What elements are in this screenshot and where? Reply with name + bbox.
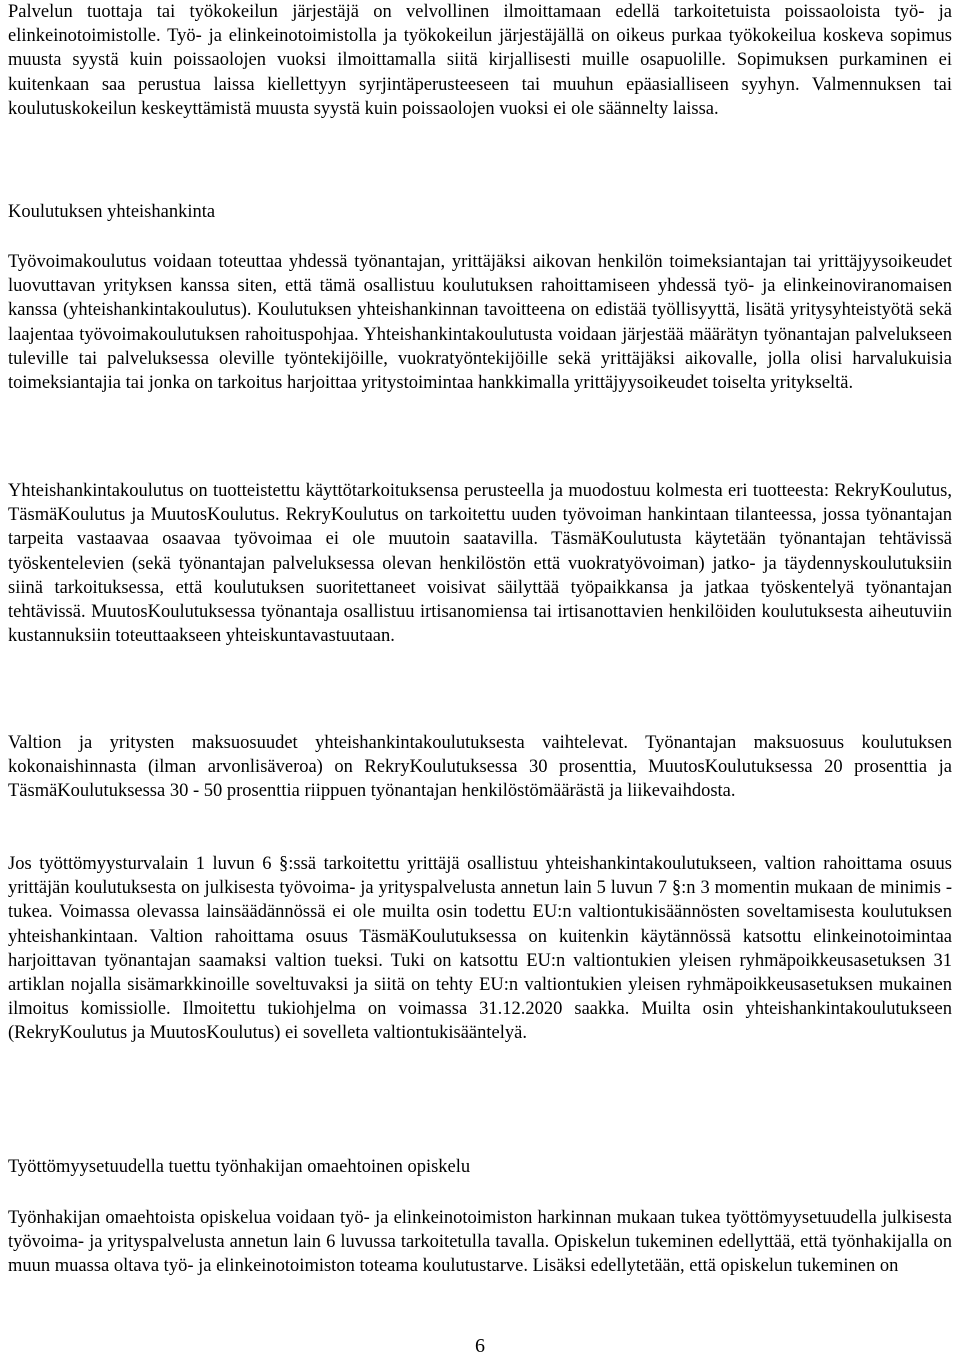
paragraph-omaehtoinen: Työnhakijan omaehtoista opiskelua voidaan työ- ja elinkeinotoimiston harkinnan mukaan tukea työttömyysetuudella julkisesta työvoima- ja yrityspalvelusta annetun lain 6 luvussa tarkoitetulla tavalla. Opiskelun tukeminen edellyttää, että työnhakijalla on muun muassa oltava työ- ja elinkeinotoimiston toteama koulutustarve. Lisäksi edellytetään, että opiskelun tukeminen on — [8, 1208, 952, 1277]
section-heading-omaehtoinen: Työttömyysetuudella tuettu työnhakijan omaehtoinen opiskelu — [8, 1157, 471, 1177]
paragraph-intro: Palvelun tuottaja tai työkokeilun järjestäjä on velvollinen ilmoittamaan edellä tarkoitetuista poissaoloista työ- ja elinkeinotoimistolle. Työ- ja elinkeinotoimistolla ja työkokeilun järjestäjällä on oikeus purkaa työkokeilua koskeva sopimus muusta syystä kuin poissaolojen vuoksi ilmoittamalla siitä kirjallisesti muille osapuolille. Sopimuksen purkaminen ei kuitenkaan saa perustua laissa kiellettyyn syrjintäperusteeseen tai muuhun epäasialliseen syyhyn. Valmennuksen tai koulutuskokeilun keskeyttämistä muusta syystä kuin poissaolojen vuoksi ei ole säännelty laissa. — [8, 2, 952, 119]
page-number: 6 — [475, 1335, 485, 1357]
paragraph-yrittaja: Jos työttömyysturvalain 1 luvun 6 §:ssä tarkoitettu yrittäjä osallistuu yhteishankintakoulutukseen, valtion rahoittama osuus yrittäjän koulutuksesta on julkisesta työvoima- ja yrityspalvelusta annetun lain 5 luvun 7 §:n 3 momentin mukaan de minimis -tukea. Voimassa olevassa lainsäädännössä ei ole muilta osin todettu EU:n valtiontukisäännösten soveltamisesta koulutuksen yhteishankintaan. Valtion rahoittama osuus TäsmäKoulutuksessa on kuitenkin käytännössä katsottu elinkeinotoimintaa harjoittavan työnantajan saamaksi valtion tueksi. Tuki on katsottu EU:n valtiontukien yleisen ryhmäpoikkeusasetuksen 31 artiklan nojalla sisämarkkinoille soveltuvaksi ja siitä on tehty EU:n valtiontukien yleisen ryhmäpoikkeusasetuksen mukainen ilmoitus komissiolle. Ilmoitettu tukiohjelma on voimassa 31.12.2020 saakka. Muilta osin yhteishankintakoulutukseen (RekryKoulutus ja MuutosKoulutus) ei sovelleta valtiontukisääntelyä. — [8, 854, 952, 1044]
paragraph-maksuosuudet: Valtion ja yritysten maksuosuudet yhteishankintakoulutuksesta vaihtelevat. Työnantajan maksuosuus koulutuksen kokonaishinnasta (ilman arvonlisäveroa) on RekryKoulutuksessa 30 prosenttia, MuutosKoulutuksessa 20 prosenttia ja TäsmäKoulutuksessa 30 - 50 prosenttia riippuen työnantajan henkilöstömäärästä ja liikevaihdosta. — [8, 733, 952, 802]
paragraph-yhteishankinta-1: Työvoimakoulutus voidaan toteuttaa yhdessä työnantajan, yrittäjäksi aikovan henkilön toimeksiantajan tai yrittäjyysoikeudet luovuttavan yrityksen kanssa siten, että tämä osallistuu koulutuksen rahoittamiseen yhdessä työ- ja elinkeinoviranomaisen kanssa (yhteishankintakoulutus). Koulutuksen yhteishankinnan tavoitteena on edistää työllisyyttä, lisätä yritysyhteistyötä sekä laajentaa työvoimakoulutuksen rahoituspohjaa. Yhteishankintakoulutusta voidaan järjestää määrätyn työnantajan palvelukseen tuleville tai palveluksessa oleville työntekijöille, vuokratyöntekijöille sekä yrittäjäksi aikovalle, jolla olisi harvalukuisia toimeksiantajia tai jonka on tarkoitus harjoittaa yritystoimintaa hankkimalla yrittäjyysoikeudet toiselta yritykseltä. — [8, 252, 952, 394]
paragraph-yhteishankinta-2: Yhteishankintakoulutus on tuotteistettu käyttötarkoituksensa perusteella ja muodostuu kolmesta eri tuotteesta: RekryKoulutus, TäsmäKoulutus ja MuutosKoulutus. RekryKoulutus on tarkoitettu uuden työvoiman hankintaan tilanteessa, jossa työnantajan tarpeita vastaavaa osaavaa työvoimaa ei ole muutoin saatavilla. TäsmäKoulutusta käytetään työnantajan tehtävissä työskentelevien (sekä työnantajan palveluksessa olevan henkilöstön että vuokratyövoiman) jatko- ja täydennyskoulutuksiin siinä tarkoituksessa, että koulutuksen suoritettaneet voisivat säilyttää työpaikkansa ja jatkaa työskentelyä työnantajan tehtävissä. MuutosKoulutuksessa työnantaja osallistuu irtisanomiensa tai irtisanottavien henkilöiden koulutuksesta aiheutuviin kustannuksiin toteuttaakseen yhteiskuntavastuutaan. — [8, 481, 952, 647]
section-heading-yhteishankinta: Koulutuksen yhteishankinta — [8, 202, 216, 222]
